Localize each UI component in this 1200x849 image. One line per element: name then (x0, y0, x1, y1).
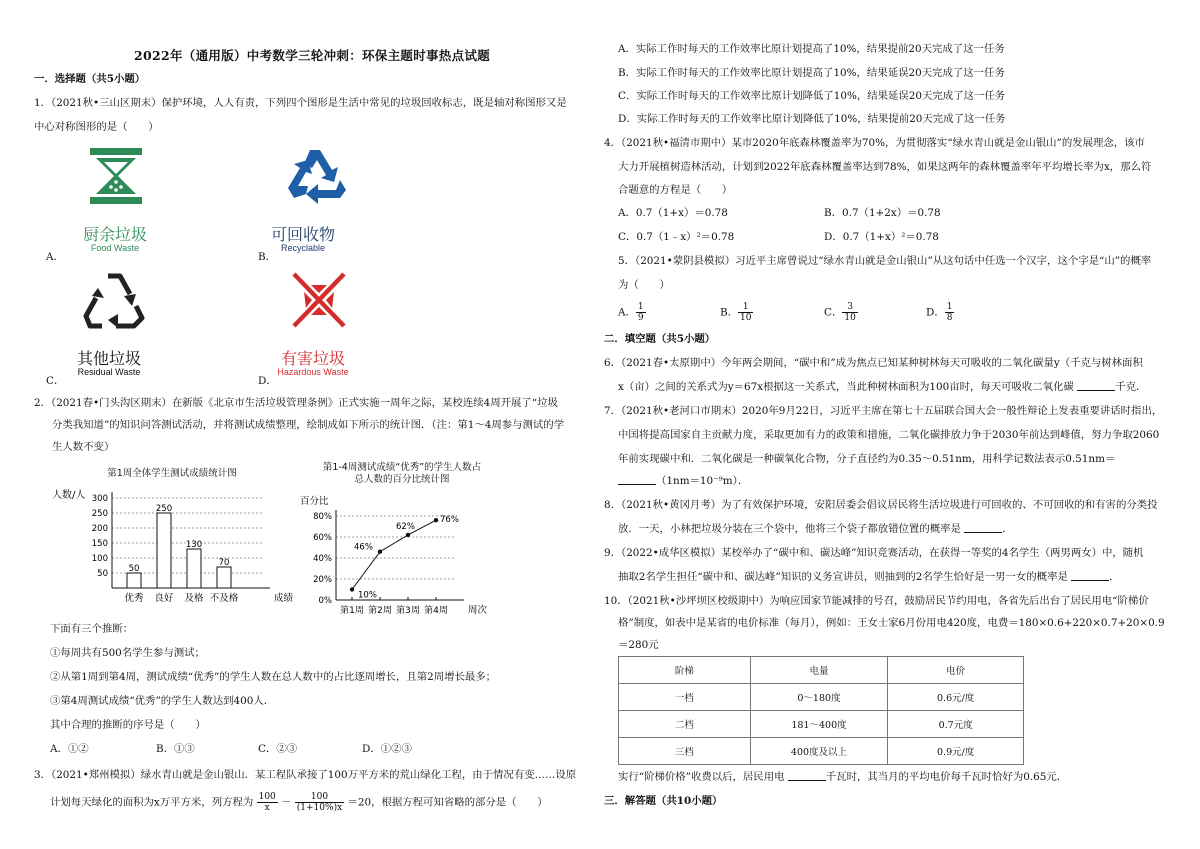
bar-chart-xtick: 优秀 (124, 593, 144, 604)
section-fill: 二．填空题（共5小题） (604, 333, 716, 345)
section-choice: 一．选择题（共5小题） (34, 73, 146, 85)
line-chart-data-label: 62% (396, 521, 415, 532)
arrows-x-icon (288, 270, 350, 330)
line-chart-ytick: 80% (313, 512, 332, 522)
line-chart-ytick: 60% (313, 533, 332, 543)
line-chart-point (406, 533, 410, 537)
recycle-icon (284, 142, 354, 208)
q7-answer-blank[interactable] (618, 475, 656, 485)
q3-fraction-2: $\frac{100}{(1+10\%)x}$ (296, 792, 343, 813)
q7-line2: 中国将提高国家自主贡献力度，采取更加有力的政策和措施，二氧化碳排放力争于2030年前达到峰值，努力争取2060 (618, 429, 1160, 441)
q10-after: 实行“阶梯价格”收费以后，居民用电 千瓦时，其当月的平均电价每千瓦时恰好为0.65元． (618, 771, 1068, 783)
q4-option-d[interactable]: D．0.7（1+x）²＝0.78 (824, 231, 939, 243)
q5-option-a[interactable]: A． $\frac{1}{9}$ (618, 302, 644, 323)
q7-line1: 7．（2021秋•老河口市期末）2020年9月22日，习近平主席在第七十五届联合国大会一般性辩论上发表重要讲话时指出， (604, 405, 1163, 417)
bar-chart-xtick: 不及格 (209, 593, 239, 604)
bar-chart-bar (127, 573, 141, 588)
q3-fraction-1: $\frac{100}{x}$ (258, 792, 276, 813)
q3-pre: 计划每天绿化的面积为x万平方米，列方程为 (50, 796, 254, 809)
q3-option-a[interactable]: A．实际工作时每天的工作效率比原计划提高了10%，结果提前20天完成了这一任务 (618, 43, 1005, 55)
bar-chart-xtick: 良好 (154, 593, 174, 604)
q1-c-en: Residual Waste (77, 367, 141, 377)
q3-line2 (50, 792, 548, 813)
q4-option-a[interactable]: A．0.7（1+x）＝0.78 (618, 207, 728, 219)
bar-chart-ytick: 50 (97, 569, 108, 579)
recycle-dark-icon (80, 266, 150, 332)
page-title: 2022年（通用版）中考数学三轮冲刺：环保主题时事热点试题 (134, 48, 490, 63)
q6-line1: 6．（2021春•太原期中）今年两会期间，“碳中和”成为焦点已知某种树林每天可吸收的二氧化碳量y（千克与树林面积 (604, 357, 1143, 369)
line-chart-xtick: 第2周 (368, 606, 392, 616)
q3-post: ＝20，根据方程可知省略的部分是（ ） (347, 796, 548, 809)
line-chart-ytick: 20% (313, 575, 332, 585)
q2-option-d[interactable]: D．①②③ (362, 743, 412, 755)
section-answer: 三．解答题（共10小题） (604, 795, 723, 807)
q8-answer-blank[interactable] (964, 523, 1002, 533)
table-cell: 三档 (619, 738, 751, 765)
table-cell: 0.9元/度 (888, 738, 1024, 765)
q2-line3: 生人数不变） (52, 441, 115, 453)
table-row (619, 711, 1024, 738)
line-chart-data-label: 10% (358, 590, 377, 601)
q2-option-c[interactable]: C．②③ (258, 743, 298, 755)
q5-option-b[interactable]: B． $\frac{1}{10}$ (720, 302, 752, 323)
q5-line2: 为（ ） (618, 279, 670, 291)
q6-answer-blank[interactable] (1077, 381, 1115, 391)
table-row (619, 684, 1024, 711)
table-header-row (619, 657, 1024, 684)
q1-d-en: Hazardous Waste (277, 367, 349, 377)
q10-line3: ＝280元 (618, 639, 659, 651)
table-cell: 0.6元/度 (888, 684, 1024, 711)
q1-b-en: Recyclable (280, 243, 326, 253)
q5-line1: 5．（2021•蒙阴县模拟）习近平主席曾说过“绿水青山就是金山银山”从这句话中任选一个汉字，这个字是“山”的概率 (618, 255, 1152, 267)
q1-a-en: Food Waste (90, 243, 140, 253)
line-chart-data-label: 76% (440, 515, 459, 526)
q1-c-letter: C． (46, 375, 65, 387)
bar-chart-ytick: 200 (91, 524, 108, 534)
price-table (618, 656, 1024, 765)
bar-chart-ytick: 100 (91, 554, 108, 564)
q2-after-4: 其中合理的推断的序号是（ ） (50, 719, 206, 731)
q10-line2: 格”制度，如表中是某省的电价标准（每月），例如：王女士家6月份用电420度，电费＝180×0.6+220×0.7+20×0.9 (618, 617, 1165, 629)
table-header: 电价 (888, 657, 1024, 684)
q9-line2: 抽取2名学生担任“碳中和、碳达峰”知识的义务宣讲员，则抽到的2名学生恰好是一男一女的概率是 ． (618, 571, 1120, 583)
q1-d-letter: D． (258, 375, 277, 387)
table-cell: 400度及以上 (750, 738, 888, 765)
q1-line2: 中心对称图形的是（ ） (34, 121, 159, 133)
line-chart-xtick: 第1周 (340, 606, 364, 616)
q2-option-b[interactable]: B．①③ (156, 743, 195, 755)
q4-option-c[interactable]: C．0.7（1﹣x）²＝0.78 (618, 231, 735, 243)
line-chart-ylabel: 百分比 (300, 496, 329, 507)
line-chart-ytick: 0% (318, 596, 332, 606)
q7-line4: （1nm＝10⁻⁹m）． (618, 474, 748, 488)
q4-line1: 4．（2021秋•福清市期中）某市2020年底森林覆盖率为70%，为贯彻落实“绿水青山就是金山银山”的发展理念，该市 (604, 137, 1145, 149)
bar-chart-data-label: 50 (128, 564, 140, 574)
q9-line1: 9．（2022•成华区模拟）某校举办了“碳中和、碳达峰”知识竞赛活动，在获得一等奖的4名学生（两男两女）中，随机 (604, 547, 1144, 559)
table-cell: 二档 (619, 711, 751, 738)
q7-line3: 年前实现碳中和．二氧化碳是一种碳氧化合物，分子直径约为0.35～0.51nm，用科学记数法表示0.51nm＝ (618, 453, 1116, 465)
bar-chart-data-label: 250 (155, 504, 173, 514)
q1-a-letter: A． (46, 251, 64, 263)
line-chart-point (378, 550, 382, 554)
line-chart (292, 492, 492, 620)
table-row (619, 738, 1024, 765)
q2-line2: 分类我知道”的知识问答测试活动，并将测试成绩整理，绘制成如下所示的统计图．（注：第1～4周参与测试的学 (52, 419, 565, 431)
q2-line1: 2．（2021春•门头沟区期末）在新版《北京市生活垃圾管理条例》正式实施一周年之际，某校连续4周开展了“垃圾 (34, 397, 558, 409)
table-cell: 0～180度 (750, 684, 888, 711)
table-cell: 0.7元度 (888, 711, 1024, 738)
bar-chart-ytick: 250 (91, 509, 108, 519)
q8-line1: 8．（2021秋•黄冈月考）为了有效保护环境，安阳居委会倡议居民将生活垃圾进行可回收的、不可回收的和有害的分类投 (604, 499, 1158, 511)
bar-chart-xlabel: 成绩 (274, 593, 294, 604)
q2-option-a[interactable]: A．①② (50, 743, 89, 755)
bar-chart-data-label: 130 (185, 540, 203, 550)
bar-chart-ytick: 300 (91, 494, 108, 504)
bar-chart-bar (187, 549, 201, 588)
table-cell: 一档 (619, 684, 751, 711)
q6-line2: x（亩）之间的关系式为y＝67x根据这一关系式，当此种树林面积为100亩时，每天可吸收二氧化碳 千克． (618, 381, 1147, 393)
bar-chart-xtick: 及格 (184, 593, 204, 604)
line-chart-xtick: 第3周 (396, 606, 420, 616)
q2-after-3: ③第4周测试成绩“优秀”的学生人数达到400人． (50, 695, 275, 707)
line-chart-title: 第1-4周测试成绩“优秀”的学生人数占总人数的百分比统计图 (322, 462, 482, 485)
bar-chart-data-label: 70 (218, 558, 230, 568)
hourglass-icon (84, 146, 148, 206)
q10-answer-blank[interactable] (788, 771, 826, 781)
q5-option-c[interactable]: C． $\frac{3}{10}$ (824, 302, 856, 323)
q2-after-2: ②从第1周到第4周，测试成绩“优秀”的学生人数在总人数中的占比逐周增长，且第2周增长最多； (50, 671, 497, 683)
bar-chart (50, 484, 294, 614)
bar-chart-bar (157, 513, 171, 588)
q1-b-letter: B． (258, 251, 277, 263)
q3-option-c[interactable]: C．实际工作时每天的工作效率比原计划降低了10%，结果延误20天完成了这一任务 (618, 90, 1006, 102)
q1-d-cn: 有害垃圾 (280, 349, 345, 368)
q2-after-1: ①每周共有500名学生参与测试； (50, 647, 205, 659)
q4-line2: 大力开展植树造林活动，计划到2022年底森林覆盖率达到78%，如果这两年的森林覆盖率年平均增长率为x，那么符 (618, 161, 1152, 173)
line-chart-ytick: 40% (313, 554, 332, 564)
bar-chart-ylabel: 人数/人 (52, 490, 86, 501)
bar-chart-bar (217, 567, 231, 588)
q8-line2: 放．一天，小林把垃圾分装在三个袋中，他将三个袋子都放错位置的概率是 ． (618, 523, 1013, 535)
q4-line3: 合题意的方程是（ ） (618, 184, 733, 196)
q9-answer-blank[interactable] (1071, 571, 1109, 581)
line-chart-point (434, 518, 438, 522)
q5-option-d[interactable]: D． $\frac{1}{8}$ (926, 302, 953, 323)
q1-c-cn: 其他垃圾 (76, 349, 141, 368)
line-chart-point (350, 587, 354, 591)
table-header: 阶梯 (619, 657, 751, 684)
q10-line1: 10．（2021秋•沙坪坝区校级期中）为响应国家节能减排的号召，鼓励居民节约用电，各省先后出台了居民用电“阶梯价 (604, 595, 1149, 607)
line-chart-data-label: 46% (354, 542, 373, 553)
line-chart-xlabel: 周次 (468, 605, 488, 616)
table-cell: 181～400度 (750, 711, 888, 738)
q1-a-cn: 厨余垃圾 (82, 225, 147, 244)
q1-b-cn: 可回收物 (270, 225, 335, 244)
bar-chart-title: 第1周全体学生测试成绩统计图 (107, 468, 237, 479)
q2-after-0: 下面有三个推断： (50, 623, 134, 635)
bar-chart-ytick: 150 (91, 539, 108, 549)
q3-line1: 3．（2021•郑州模拟）绿水青山就是金山银山．某工程队承接了100万平方米的荒山绿化工程，由于情况有变……设原 (34, 769, 577, 781)
q3-option-b[interactable]: B．实际工作时每天的工作效率比原计划提高了10%，结果延误20天完成了这一任务 (618, 67, 1005, 79)
q4-option-b[interactable]: B．0.7（1+2x）＝0.78 (824, 207, 941, 219)
q1-line1: 1．（2021秋•三山区期末）保护环境，人人有责，下列四个图形是生活中常见的垃圾回收标志，既是轴对称图形又是 (34, 97, 567, 109)
q3-option-d[interactable]: D．实际工作时每天的工作效率比原计划降低了10%，结果提前20天完成了这一任务 (618, 113, 1006, 125)
table-header: 电量 (750, 657, 888, 684)
q3-minus: － (281, 796, 292, 809)
line-chart-xtick: 第4周 (424, 606, 448, 616)
